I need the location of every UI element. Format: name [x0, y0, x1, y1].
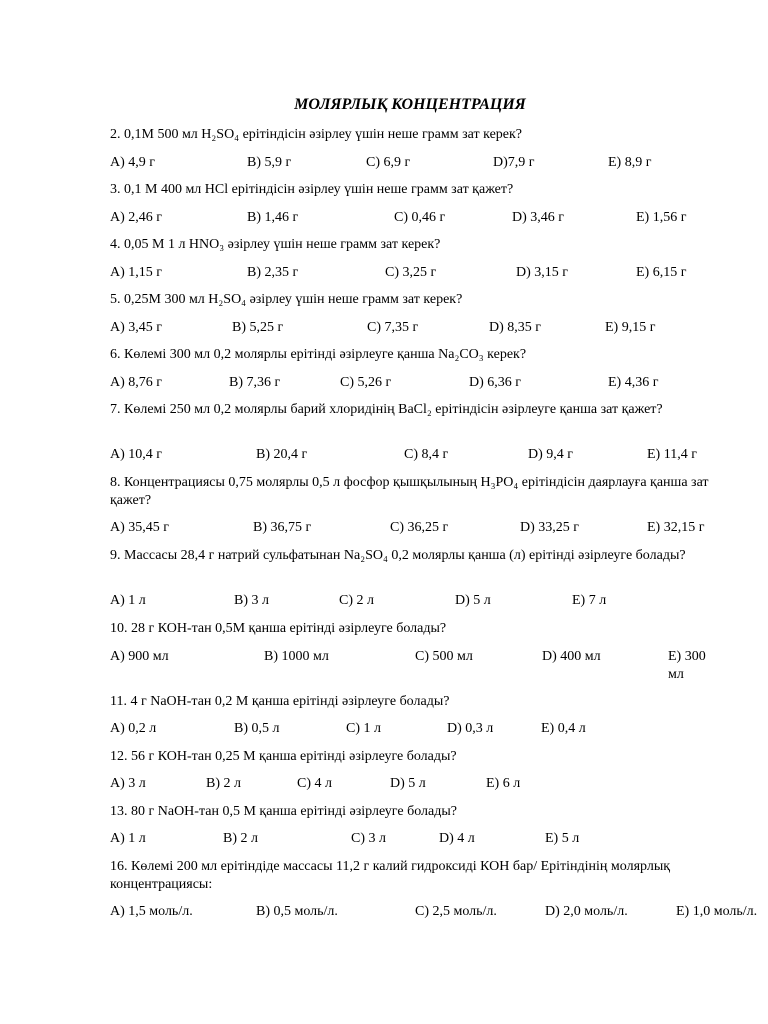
option-c: С) 36,25 г — [390, 520, 449, 535]
option-b: В) 2 л — [223, 831, 258, 846]
option-a: А) 1 л — [110, 831, 146, 846]
option-d: D) 33,25 г — [520, 520, 580, 535]
answer-row — [0, 319, 768, 337]
answer-row — [0, 154, 768, 172]
option-c: С) 4 л — [297, 776, 332, 791]
option-a: А) 900 мл — [110, 649, 169, 664]
answer-row — [0, 903, 768, 921]
option-e: Е) 11,4 г — [647, 447, 697, 462]
option-b: В) 5,9 г — [247, 155, 292, 170]
answer-row — [0, 446, 768, 464]
option-e: Е) 6 л — [486, 776, 521, 791]
option-a: А) 4,9 г — [110, 155, 156, 170]
answer-row — [0, 720, 768, 738]
option-c: С) 8,4 г — [404, 447, 449, 462]
option-e: Е) 5 л — [545, 831, 580, 846]
option-b: В) 2,35 г — [247, 265, 299, 280]
option-d: D) 3,46 г — [512, 210, 565, 225]
option-c: С) 0,46 г — [394, 210, 446, 225]
option-b: В) 1000 мл — [264, 649, 329, 664]
option-d: D) 5 л — [390, 776, 426, 791]
option-e: Е) 4,36 г — [608, 375, 659, 390]
question-4: 4. 0,05 М 1 л HNO₃ әзірлеу үшін неше грамм зат керек? — [110, 237, 441, 252]
answer-row — [0, 209, 768, 227]
answer-row — [0, 775, 768, 793]
question-13: 13. 80 г NaOH-тан 0,5 М қанша ерітінді әзірлеуге болады? — [110, 804, 457, 819]
answer-row — [0, 592, 768, 610]
question-5: 5. 0,25М 300 мл H₂SO₄ әзірлеу үшін неше грамм зат керек? — [110, 292, 463, 307]
answer-row — [0, 830, 768, 848]
option-c: С) 3 л — [351, 831, 386, 846]
question-3: 3. 0,1 М 400 мл HCl ерітіндісін әзірлеу үшін неше грамм зат қажет? — [110, 182, 514, 197]
option-d: D) 5 л — [455, 593, 491, 608]
option-e: Е) 6,15 г — [636, 265, 687, 280]
option-d: D) 2,0 моль/л. — [545, 904, 628, 919]
option-c: С) 2 л — [339, 593, 374, 608]
option-b: В) 1,46 г — [247, 210, 299, 225]
option-e: Е) 9,15 г — [605, 320, 656, 335]
option-a: А) 0,2 л — [110, 721, 157, 736]
option-b: В) 36,75 г — [253, 520, 312, 535]
option-a: А) 8,76 г — [110, 375, 163, 390]
option-e: Е) 1,56 г — [636, 210, 687, 225]
question-16: 16. Көлемі 200 мл ерітіндіде массасы 11,2 г калий гидроксиді КОН бар/ Ерітіндінің молярлық концентрациясы: — [110, 859, 671, 892]
option-e: Е) 0,4 л — [541, 721, 586, 736]
question-7: 7. Көлемі 250 мл 0,2 молярлы барий хлоридінің BaCl₂ ерітіндісін әзірлеуге қанша зат қажет? — [110, 402, 663, 417]
option-b: В) 0,5 л — [234, 721, 280, 736]
option-b: В) 2 л — [206, 776, 241, 791]
option-c: С) 3,25 г — [385, 265, 437, 280]
option-c: С) 500 мл — [415, 649, 473, 664]
question-12: 12. 56 г КОН-тан 0,25 М қанша ерітінді әзірлеуге болады? — [110, 749, 457, 764]
question-8: 8. Концентрациясы 0,75 молярлы 0,5 л фосфор қышқылының H₃PO₄ ерітіндісін даярлауға қанша зат қажет? — [110, 475, 709, 508]
page-title: МОЛЯРЛЫҚ КОНЦЕНТРАЦИЯ — [294, 96, 526, 113]
option-d: D) 9,4 г — [528, 447, 574, 462]
question-10: 10. 28 г КОН-тан 0,5М қанша ерітінді әзірлеуге болады? — [110, 621, 447, 636]
option-b: В) 3 л — [234, 593, 269, 608]
option-c: С) 7,35 г — [367, 320, 419, 335]
option-a: А) 1 л — [110, 593, 146, 608]
answer-row — [0, 519, 768, 537]
answer-row — [0, 264, 768, 282]
option-d: D) 4 л — [439, 831, 475, 846]
option-b: В) 5,25 г — [232, 320, 284, 335]
option-a: А) 35,45 г — [110, 520, 170, 535]
option-d: D)7,9 г — [493, 155, 535, 170]
option-d: D) 6,36 г — [469, 375, 522, 390]
option-d: D) 400 мл — [542, 649, 601, 664]
option-e: Е) 32,15 г — [647, 520, 705, 535]
option-e: Е) 8,9 г — [608, 155, 652, 170]
question-11: 11. 4 г NaOH-тан 0,2 М қанша ерітінді әзірлеуге болады? — [110, 694, 450, 709]
option-a: А) 3 л — [110, 776, 146, 791]
option-b: В) 7,36 г — [229, 375, 281, 390]
option-c: С) 1 л — [346, 721, 381, 736]
option-c: С) 5,26 г — [340, 375, 392, 390]
option-b: В) 0,5 моль/л. — [256, 904, 338, 919]
option-e: Е) 7 л — [572, 593, 607, 608]
option-d: D) 8,35 г — [489, 320, 542, 335]
option-c: С) 6,9 г — [366, 155, 411, 170]
answer-row — [0, 648, 768, 682]
option-d: D) 3,15 г — [516, 265, 569, 280]
option-e: Е) 300 мл — [668, 649, 706, 682]
question-6: 6. Көлемі 300 мл 0,2 молярлы ерітінді әзірлеуге қанша Na₂CO₃ керек? — [110, 347, 527, 362]
question-9: 9. Массасы 28,4 г натрий сульфатынан Na₂SO₄ 0,2 молярлы қанша (л) ерітінді әзірлеуге болады? — [110, 548, 686, 563]
option-a: А) 1,5 моль/л. — [110, 904, 193, 919]
option-a: А) 3,45 г — [110, 320, 163, 335]
option-d: D) 0,3 л — [447, 721, 494, 736]
option-a: А) 2,46 г — [110, 210, 163, 225]
option-c: С) 2,5 моль/л. — [415, 904, 497, 919]
option-e: Е) 1,0 моль/л. — [676, 904, 758, 919]
option-b: В) 20,4 г — [256, 447, 308, 462]
answer-row — [0, 374, 768, 392]
option-a: А) 1,15 г — [110, 265, 163, 280]
question-2: 2. 0,1М 500 мл H₂SO₄ ерітіндісін әзірлеу үшін неше грамм зат керек? — [110, 127, 523, 142]
option-a: А) 10,4 г — [110, 447, 163, 462]
